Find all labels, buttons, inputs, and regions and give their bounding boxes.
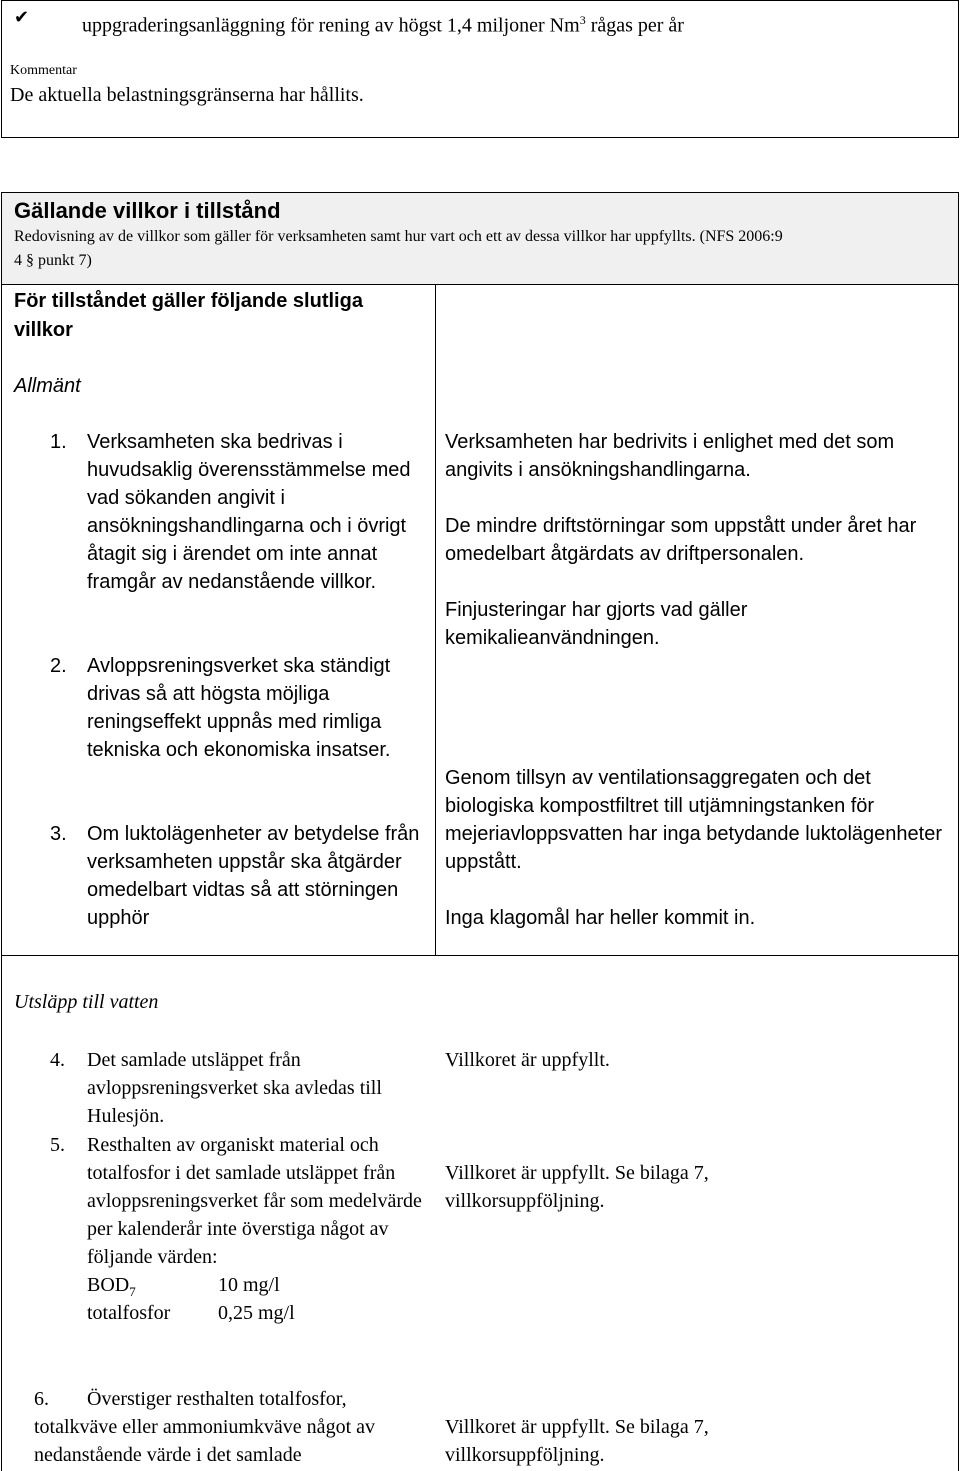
table-left-border <box>1 285 2 1471</box>
condition-number: 6. <box>34 1388 49 1410</box>
condition-number: 5. <box>50 1134 65 1156</box>
tp-label: totalfosfor <box>87 1302 171 1324</box>
bod-label: $BOD_7$ <box>87 1274 136 1299</box>
comment-label: Kommentar <box>10 63 77 78</box>
response-1a: Verksamheten har bedrivits i enlighet med det som angivits i ansökningshandlingarna. <box>445 431 895 481</box>
condition-text: Det samlade utsläppet från avloppsreningsverket ska avledas till Hulesjön. <box>87 1049 382 1127</box>
group-allmant: Allmänt <box>14 375 81 397</box>
response-1b: De mindre driftstörningar som uppstått under året har omedelbart åtgärdats av driftpersonalen. <box>445 515 917 565</box>
condition-5 <box>50 1131 430 1327</box>
condition-1 <box>50 428 425 596</box>
top-box <box>1 0 959 138</box>
comment-text: De aktuella belastningsgränserna har hållits. <box>10 84 364 106</box>
condition-text: Resthalten av organiskt material och totalfosfor i det samlade utsläppet från avloppsreningsverket får som medelvärde per kalenderår inte överstiga något av följande värden: <box>87 1134 422 1268</box>
table-right-border <box>958 285 959 1471</box>
condition-text: Avloppsreningsverket ska ständigt drivas så att högsta möjliga reningseffekt uppnås med rimliga tekniska och ekonomiska insatser. <box>87 655 391 761</box>
condition-number: 4. <box>50 1049 65 1071</box>
response-5: Villkoret är uppfyllt. Se bilaga 7, villkorsuppföljning. <box>445 1162 709 1212</box>
condition-text: Om luktolägenheter av betydelse från verksamheten uppstår ska åtgärder omedelbart vidtas så att störningen upphör <box>87 823 420 929</box>
response-4: Villkoret är uppfyllt. <box>445 1049 610 1071</box>
response-1c: Finjusteringar har gjorts vad gäller kemikalieanvändningen. <box>445 599 748 649</box>
bullet-text: uppgraderingsanläggning för rening av högst 1,4 miljoner Nm$^3$ rågas per år <box>82 13 684 37</box>
condition-4 <box>50 1046 430 1130</box>
section-header <box>1 192 959 285</box>
column-divider <box>435 285 436 955</box>
condition-3 <box>50 820 425 932</box>
bod-row <box>87 1271 430 1299</box>
response-6: Villkoret är uppfyllt. Se bilaga 7, villkorsuppföljning. <box>445 1416 709 1466</box>
row-divider <box>1 955 959 956</box>
section-desc-line1: Redovisning av de villkor som gäller för verksamheten samt hur vart och ett av dessa villkor har uppfyllts. (NFS 2006:9 <box>14 228 783 245</box>
response-3a: Genom tillsyn av ventilationsaggregaten och det biologiska kompostfiltret till utjämningstanken för mejeriavloppsvatten har inga betydande luktolägenheter uppstått. <box>445 767 943 873</box>
condition-number: 3. <box>50 823 67 845</box>
tp-value: 0,25 mg/l <box>218 1302 295 1324</box>
tp-row <box>87 1299 430 1327</box>
group-utslapp: Utsläpp till vatten <box>14 991 159 1013</box>
condition-number: 1. <box>50 431 67 453</box>
bod-value: 10 mg/l <box>218 1274 280 1296</box>
left-header: För tillståndet gäller följande slutliga villkor <box>14 290 363 341</box>
section-desc-line2: 4 § punkt 7) <box>14 252 92 269</box>
checkmark-icon: ✔ <box>14 7 30 28</box>
condition-text: Överstiger resthalten totalfosfor, totalkväve eller ammoniumkväve något av nedanstående värde i det samlade <box>34 1388 375 1466</box>
condition-6 <box>34 1385 429 1469</box>
condition-number: 2. <box>50 655 67 677</box>
condition-2 <box>50 652 425 764</box>
section-title: Gällande villkor i tillstånd <box>14 198 281 223</box>
response-3b: Inga klagomål har heller kommit in. <box>445 907 756 929</box>
condition-text: Verksamheten ska bedrivas i huvudsaklig överensstämmelse med vad sökanden angivit i ansökningshandlingarna och i övrigt åtagit sig i ärendet om inte annat framgår av nedanstående villkor. <box>87 431 411 593</box>
